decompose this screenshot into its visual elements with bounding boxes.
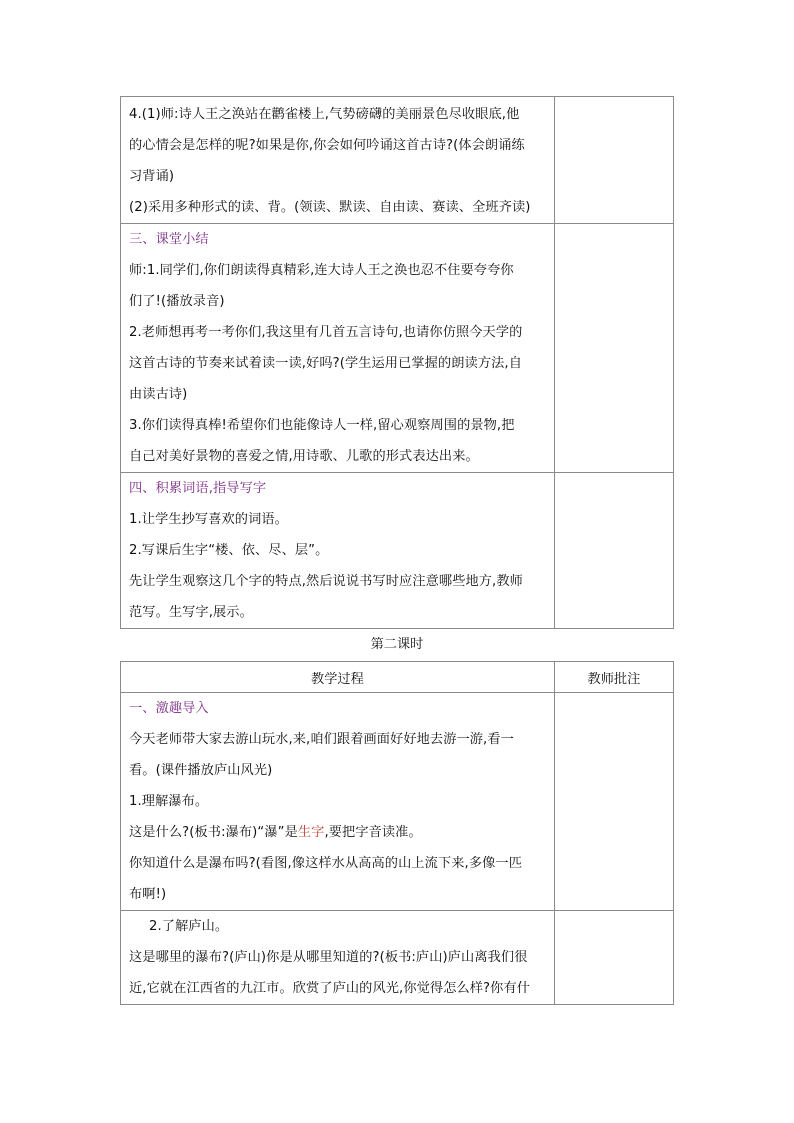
text-line: 布啊!): [129, 887, 167, 902]
column-header-process: 教学过程: [121, 662, 555, 693]
section-heading: 三、课堂小结: [129, 232, 209, 247]
text-line: 今天老师带大家去游山玩水,来,咱们跟着画面好好地去游一游,看一: [129, 732, 514, 747]
process-cell: [121, 224, 555, 473]
process-cell: [121, 693, 555, 911]
table-row: [121, 97, 674, 224]
text-line: 范写。生写字,展示。: [129, 605, 253, 620]
table-row: [121, 473, 674, 629]
lesson-table-2: [120, 661, 674, 1005]
text-line: 2.写课后生字“楼、依、尽、层”。: [129, 543, 329, 558]
table-row: [121, 911, 674, 1005]
text-line: [121, 817, 554, 848]
section-heading: 四、积累词语,指导写字: [129, 481, 267, 496]
text-line: 3.你们读得真棒!希望你们也能像诗人一样,留心观察周围的景物,把: [129, 418, 515, 433]
process-cell: [121, 911, 555, 1005]
text-line: 2.老师想再考一考你们,我这里有几首五言诗句,也请你仿照今天学的: [129, 325, 523, 340]
teacher-note-cell: [554, 97, 673, 224]
text-line: 4.(1)师:诗人王之涣站在鹳雀楼上,气势磅礴的美丽景色尽收眼底,他: [129, 107, 520, 122]
teacher-note-cell: [554, 224, 673, 473]
text-line: 这是哪里的瀑布?(庐山)你是从哪里知道的?(板书:庐山)庐山离我们很: [129, 950, 528, 965]
text-line: 这首古诗的节奏来试着读一读,好吗?(学生运用已掌握的朗读方法,自: [129, 356, 522, 371]
lesson-table-1: [120, 96, 674, 629]
lesson-plan-page: [120, 96, 674, 1005]
text-line: 习背诵): [129, 169, 175, 184]
text-line: 由读古诗): [129, 387, 188, 402]
text-line: 2.了解庐山。: [149, 919, 229, 934]
text-line: 师:1.同学们,你们朗读得真精彩,连大诗人王之涣也忍不住要夸夸你: [129, 263, 514, 278]
text-line: 自己对美好景物的喜爱之情,用诗歌、儿歌的形式表达出来。: [129, 449, 479, 464]
text-line: 们了!(播放录音): [129, 294, 225, 309]
process-cell: [121, 97, 555, 224]
teacher-note-cell: [554, 911, 673, 1005]
column-header-notes: 教师批注: [554, 662, 673, 693]
lesson-caption: 第二课时: [370, 637, 424, 652]
text-segment: 这是什么?(板书:瀑布)“瀑”是: [129, 825, 298, 840]
table-row: [121, 693, 674, 911]
text-line: 的心情会是怎样的呢?如果是你,你会如何吟诵这首古诗?(体会朗诵练: [129, 138, 525, 153]
text-line: (2)采用多种形式的读、背。(领读、默读、自由读、赛读、全班齐读): [129, 200, 531, 215]
teacher-note-cell: [554, 473, 673, 629]
table-row: [121, 224, 674, 473]
text-segment: ,要把字音读准。: [324, 825, 422, 840]
text-line: 看。(课件播放庐山风光): [129, 763, 273, 778]
text-line: 1.理解瀑布。: [129, 794, 209, 809]
text-line: 1.让学生抄写喜欢的词语。: [129, 512, 288, 527]
text-line: 近,它就在江西省的九江市。欣赏了庐山的风光,你觉得怎么样?你有什: [129, 981, 531, 996]
teacher-note-cell: [554, 693, 673, 911]
text-line: 先让学生观察这几个字的特点,然后说说书写时应注意哪些地方,教师: [129, 574, 523, 589]
table-header-row: [121, 662, 674, 693]
highlighted-text: 生字: [297, 825, 325, 840]
process-cell: [121, 473, 555, 629]
text-line: 你知道什么是瀑布吗?(看图,像这样水从高高的山上流下来,多像一匹: [129, 856, 522, 871]
section-heading: 一、激趣导入: [129, 701, 209, 716]
